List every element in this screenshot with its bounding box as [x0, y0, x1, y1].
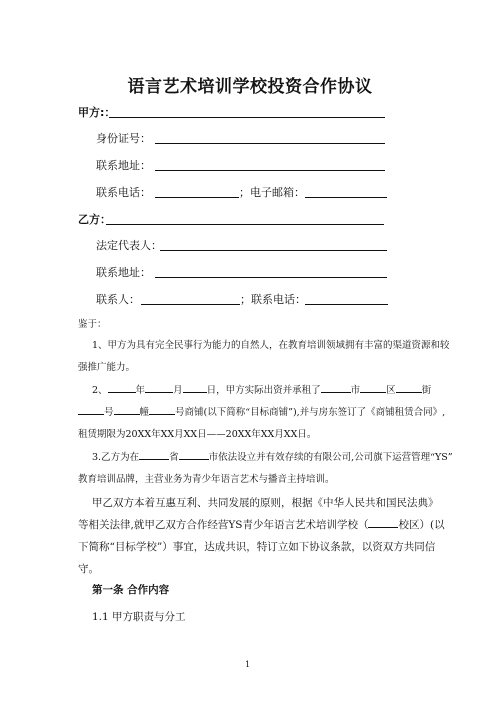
agreement-line-3: 下简称“目标学校”）事宜，达成共识，特订立如下协议条款，以资双方共同信: [78, 541, 436, 553]
clause-2-line-2: 号 幢 号商铺(以下简称“目标商铺”),并与房东签订了《商铺租赁合同》,: [78, 401, 445, 425]
clause-3-line-1: 3.乙方为在 省 市依法设立并有效存续的有限公司,公司旗下运营管理“YS”: [92, 452, 453, 463]
party-b-phone-line: [305, 304, 388, 305]
article-1-subheading: 1.1 甲方职责与分工: [92, 611, 186, 623]
article-1-heading: 第一条 合作内容: [92, 584, 170, 596]
page-number: 1: [245, 660, 251, 669]
party-a-address-label: 联系地址：: [96, 159, 151, 172]
party-a-line: [109, 117, 385, 118]
party-a-phone-line: [155, 197, 239, 198]
party-b-rep-line: [160, 250, 387, 251]
clause-1-line-1: 1、甲方为具有完全民事行为能力的自然人，在教育培训领域拥有丰富的渠道资源和较: [92, 340, 450, 351]
party-b-phone-label: ；联系电话：: [240, 293, 306, 306]
clause-1-line-2: 强推广能力。: [78, 362, 136, 373]
party-a-email-label: ；电子邮箱：: [239, 186, 305, 199]
party-b-address-label: 联系地址：: [96, 266, 151, 279]
party-b-contact-line: [141, 304, 240, 305]
party-a-address-line: [155, 170, 385, 171]
party-b-rep-label: 法定代表人：: [96, 239, 162, 252]
agreement-line-4: 守。: [78, 563, 99, 575]
party-b-contact-label: 联系人：: [96, 293, 140, 306]
party-b-label: 乙方：: [78, 213, 111, 226]
document-title: 语言艺术培训学校投资合作协议: [127, 77, 373, 97]
party-a-phone-label: 联系电话：: [96, 186, 151, 199]
party-b-address-line: [155, 277, 387, 278]
clause-2-line-3: 租赁期限为20XX年XX月XX日——20XX年XX月XX日。: [78, 429, 317, 440]
clause-2-line-1: 2、 年 月 日，甲方实际出资并承租了 市 区 街: [92, 385, 432, 396]
party-a-label: 甲方:：: [78, 106, 116, 119]
recital-intro: 鉴于：: [78, 319, 107, 330]
agreement-line-1: 甲乙双方本着互惠互利、共同发展的原则，根据《中华人民共和国民法典》: [92, 497, 439, 509]
party-a-id-label: 身份证号：: [96, 132, 151, 145]
clause-3-line-2: 教育培训品牌，主营业务为青少年语言艺术与播音主持培训。: [78, 474, 335, 485]
party-a-id-line: [155, 143, 385, 144]
party-a-email-line: [305, 197, 387, 198]
party-b-line: [106, 224, 384, 225]
agreement-line-2: 等相关法律,就甲乙双方合作经营YS青少年语言艺术培训学校（ 校区）(以: [78, 519, 445, 531]
